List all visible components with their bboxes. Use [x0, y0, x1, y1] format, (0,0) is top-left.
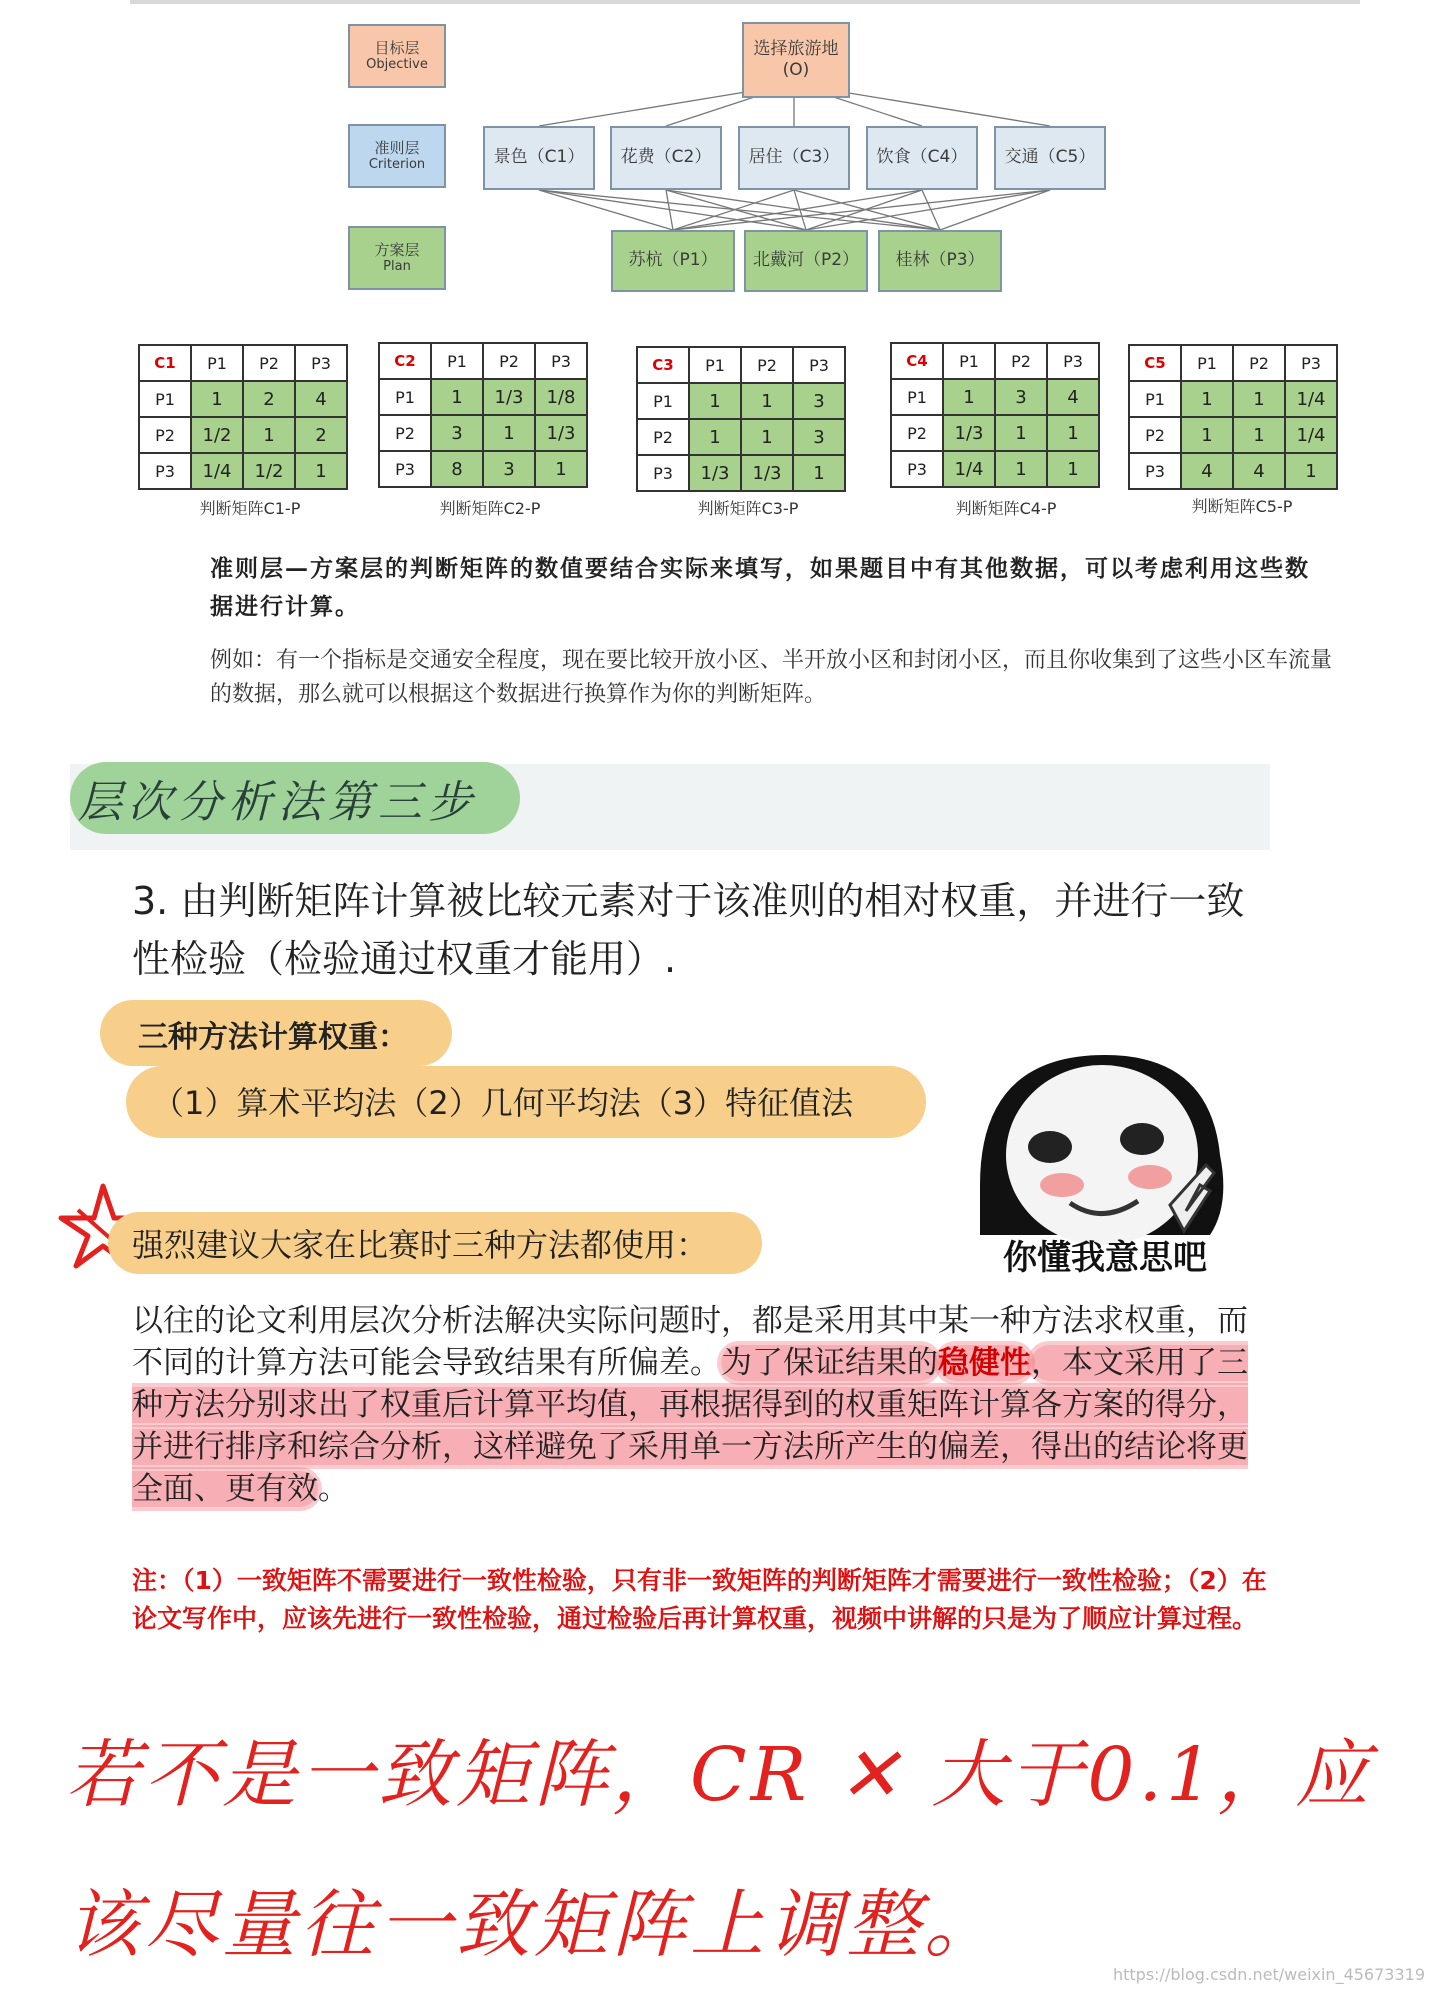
- matrix-cell: 1: [1047, 451, 1099, 487]
- criterion-node-c2: [610, 126, 722, 190]
- matrix-row: [1129, 381, 1337, 417]
- matrix-name: C3: [637, 347, 689, 383]
- methods-list: （1）算术平均法（2）几何平均法（3）特征值法: [152, 1084, 854, 1122]
- matrix-cell: 4: [1047, 379, 1099, 415]
- matrix-cell: 1: [535, 451, 587, 487]
- matrix-row-header: P1: [891, 379, 943, 415]
- matrix-cell: 2: [243, 381, 295, 417]
- matrix-cell: 1: [1233, 381, 1285, 417]
- level-criterion: [348, 124, 446, 188]
- matrix-caption: 判断矩阵C4-P: [955, 499, 1057, 518]
- plan-label: 桂林（P3）: [895, 250, 985, 271]
- matrix-cell: 1/3: [483, 379, 535, 415]
- matrix-cell: 1/8: [535, 379, 587, 415]
- matrix-col-header: P3: [535, 343, 587, 379]
- matrix-cell: 1: [995, 451, 1047, 487]
- matrix-cell: 4: [1233, 453, 1285, 489]
- matrix-cell: 1: [1285, 453, 1337, 489]
- level-plan-zh: 方案层: [374, 240, 420, 259]
- matrix-name: C1: [139, 345, 191, 381]
- matrix-row-header: P1: [379, 379, 431, 415]
- plan-node-p1: [611, 230, 735, 292]
- robustness-paragraph: [132, 1300, 1272, 1510]
- criterion-label: 交通（C5）: [1004, 147, 1096, 168]
- consistency-note: 注：（1）一致矩阵不需要进行一致性检验，只有非一致矩阵的判断矩阵才需要进行一致性检验；（2）在论文写作中，应该先进行一致性检验，通过检验后再计算权重，视频中讲解的只是为了顺应计算过程。: [132, 1566, 1267, 1633]
- level-objective-zh: 目标层: [374, 38, 420, 57]
- matrix-cell: 3: [431, 415, 483, 451]
- matrix-row-header: P1: [1129, 381, 1181, 417]
- criterion-label: 景色（C1）: [493, 147, 585, 168]
- level-plan-en: Plan: [383, 259, 411, 275]
- objective-node-line2: (O): [782, 60, 810, 80]
- matrix-row-header: P2: [637, 419, 689, 455]
- matrix-caption: 判断矩阵C5-P: [1191, 497, 1293, 516]
- level-objective: [348, 24, 446, 88]
- criteria-plan-note: 准则层—方案层的判断矩阵的数值要结合实际来填写，如果题目中有其他数据，可以考虑利用这些数据进行计算。: [210, 555, 1310, 620]
- matrix-cell: 1/4: [1285, 381, 1337, 417]
- matrix-caption: 判断矩阵C2-P: [439, 499, 541, 518]
- matrix-cell: 1: [1047, 415, 1099, 451]
- matrix-cell: 1/3: [943, 415, 995, 451]
- matrix-row-header: P3: [1129, 453, 1181, 489]
- matrix-header-row: [139, 345, 347, 381]
- matrix-cell: 1: [483, 415, 535, 451]
- matrix-col-header: P1: [1181, 345, 1233, 381]
- matrix-cell: 1/4: [1285, 417, 1337, 453]
- matrix-row: [637, 383, 845, 419]
- matrix-cell: 1: [295, 453, 347, 489]
- methods-title: 三种方法计算权重：: [138, 1020, 408, 1055]
- matrix-col-header: P2: [483, 343, 535, 379]
- paragraph-highlight-2: ，本文采用了三种方法分别求出了权重后计算平均值，再根据得到的权重矩阵计算各方案的得分，并进行排序和综合分析，这样避免了采用单一方法所产生的偏差，得出的结论将更全面、更有效: [132, 1345, 1248, 1507]
- matrix-row: [891, 415, 1099, 451]
- matrix-caption: 判断矩阵C3-P: [697, 499, 799, 518]
- criterion-node-c4: [866, 126, 978, 190]
- matrix-col-header: P1: [191, 345, 243, 381]
- matrix-cell: 4: [1181, 453, 1233, 489]
- matrix-cell: 1: [689, 383, 741, 419]
- matrix-c4: [890, 342, 1100, 488]
- matrix-row-header: P3: [139, 453, 191, 489]
- matrix-cell: 1: [1181, 417, 1233, 453]
- matrix-cell: 1: [243, 417, 295, 453]
- matrix-row: [1129, 453, 1337, 489]
- matrix-c5: [1128, 344, 1338, 490]
- matrix-col-header: P3: [295, 345, 347, 381]
- matrix-cell: 1: [995, 415, 1047, 451]
- matrix-cell: 8: [431, 451, 483, 487]
- matrix-col-header: P2: [1233, 345, 1285, 381]
- level-plan: [348, 226, 446, 290]
- criterion-label: 居住（C3）: [748, 147, 840, 168]
- matrix-row: [379, 415, 587, 451]
- matrix-col-header: P3: [1047, 343, 1099, 379]
- criterion-node-c5: [994, 126, 1106, 190]
- matrix-row-header: P3: [891, 451, 943, 487]
- matrix-col-header: P1: [431, 343, 483, 379]
- meme-caption: 你懂我意思吧: [1003, 1238, 1207, 1278]
- matrix-cell: 1: [741, 383, 793, 419]
- matrix-row-header: P1: [637, 383, 689, 419]
- criterion-label: 饮食（C4）: [876, 147, 968, 168]
- robustness-keyword: 稳健性: [938, 1345, 1031, 1381]
- matrix-col-header: P3: [1285, 345, 1337, 381]
- matrix-col-header: P3: [793, 347, 845, 383]
- paragraph-end: 。: [318, 1471, 349, 1507]
- matrix-cell: 1: [741, 419, 793, 455]
- matrix-row-header: P2: [139, 417, 191, 453]
- matrix-cell: 1/3: [535, 415, 587, 451]
- matrix-cell: 3: [793, 419, 845, 455]
- matrix-cell: 1: [689, 419, 741, 455]
- matrix-cell: 3: [793, 383, 845, 419]
- matrix-cell: 1: [1181, 381, 1233, 417]
- matrix-row: [637, 419, 845, 455]
- handwritten-annotation: 若不是一致矩阵，CR ✕ 大于0.1，应该尽量往一致矩阵上调整。: [66, 1732, 1374, 1968]
- matrix-cell: 3: [995, 379, 1047, 415]
- matrix-col-header: P1: [943, 343, 995, 379]
- matrix-cell: 4: [295, 381, 347, 417]
- matrix-header-row: [891, 343, 1099, 379]
- matrix-row-header: P3: [637, 455, 689, 491]
- paragraph-plain: 以往的论文利用层次分析法解决实际问题时，都是采用其中某一种方法求权重，而不同的计算方法可能会导致结果有所偏差。: [132, 1303, 1248, 1381]
- advice-text: 强烈建议大家在比赛时三种方法都使用：: [132, 1226, 709, 1264]
- matrix-row-header: P3: [379, 451, 431, 487]
- matrix-cell: 2: [295, 417, 347, 453]
- matrix-name: C5: [1129, 345, 1181, 381]
- level-criterion-en: Criterion: [368, 157, 426, 173]
- matrix-cell: 1/2: [191, 417, 243, 453]
- matrix-cell: 1/4: [191, 453, 243, 489]
- matrix-cell: 1: [943, 379, 995, 415]
- matrix-row-header: P2: [379, 415, 431, 451]
- matrix-cell: 1/2: [243, 453, 295, 489]
- criterion-node-c3: [738, 126, 850, 190]
- matrix-col-header: P2: [243, 345, 295, 381]
- matrix-row-header: P1: [139, 381, 191, 417]
- matrix-name: C4: [891, 343, 943, 379]
- matrix-cell: 1: [1233, 417, 1285, 453]
- matrix-col-header: P1: [689, 347, 741, 383]
- matrix-row: [1129, 417, 1337, 453]
- matrix-cell: 1/3: [689, 455, 741, 491]
- matrix-row: [637, 455, 845, 491]
- step-three-text: 3. 由判断矩阵计算被比较元素对于该准则的相对权重，并进行一致性检验（检验通过权重才能用）.: [132, 879, 1245, 981]
- level-objective-en: Objective: [366, 57, 428, 73]
- matrix-c3: [636, 346, 846, 492]
- plan-label: 北戴河（P2）: [752, 250, 860, 271]
- matrix-c1: [138, 344, 348, 490]
- matrix-header-row: [1129, 345, 1337, 381]
- plan-node-p2: [744, 230, 868, 292]
- matrix-cell: 1: [793, 455, 845, 491]
- matrix-row-header: P2: [891, 415, 943, 451]
- criterion-label: 花费（C2）: [620, 147, 712, 168]
- matrix-row-header: P2: [1129, 417, 1181, 453]
- matrix-cell: 1/3: [741, 455, 793, 491]
- matrix-col-header: P2: [741, 347, 793, 383]
- plan-label: 苏杭（P1）: [628, 250, 718, 271]
- matrix-cell: 1: [431, 379, 483, 415]
- level-criterion-zh: 准则层: [374, 138, 420, 157]
- matrix-row: [139, 453, 347, 489]
- matrix-col-header: P2: [995, 343, 1047, 379]
- matrix-row: [139, 417, 347, 453]
- matrix-name: C2: [379, 343, 431, 379]
- matrix-cell: 1/4: [943, 451, 995, 487]
- matrix-caption: 判断矩阵C1-P: [199, 499, 301, 518]
- matrix-row: [379, 379, 587, 415]
- matrix-row: [891, 451, 1099, 487]
- matrix-c2: [378, 342, 588, 488]
- watermark: https://blog.csdn.net/weixin_45673319: [1112, 1965, 1425, 1984]
- matrix-cell: 1: [191, 381, 243, 417]
- section-title: 层次分析法第三步: [78, 777, 478, 828]
- matrix-row: [139, 381, 347, 417]
- objective-node-line1: 选择旅游地: [753, 38, 839, 59]
- plan-node-p3: [878, 230, 1002, 292]
- example-text: 例如：有一个指标是交通安全程度，现在要比较开放小区、半开放小区和封闭小区，而且你收集到了这些小区车流量的数据，那么就可以根据这个数据进行换算作为你的判断矩阵。: [210, 648, 1333, 707]
- paragraph-highlight-1: 为了保证结果的: [721, 1345, 938, 1381]
- criterion-node-c1: [483, 126, 595, 190]
- matrix-cell: 3: [483, 451, 535, 487]
- matrix-row: [379, 451, 587, 487]
- objective-node: [742, 22, 850, 98]
- matrix-header-row: [637, 347, 845, 383]
- matrix-row: [891, 379, 1099, 415]
- matrix-header-row: [379, 343, 587, 379]
